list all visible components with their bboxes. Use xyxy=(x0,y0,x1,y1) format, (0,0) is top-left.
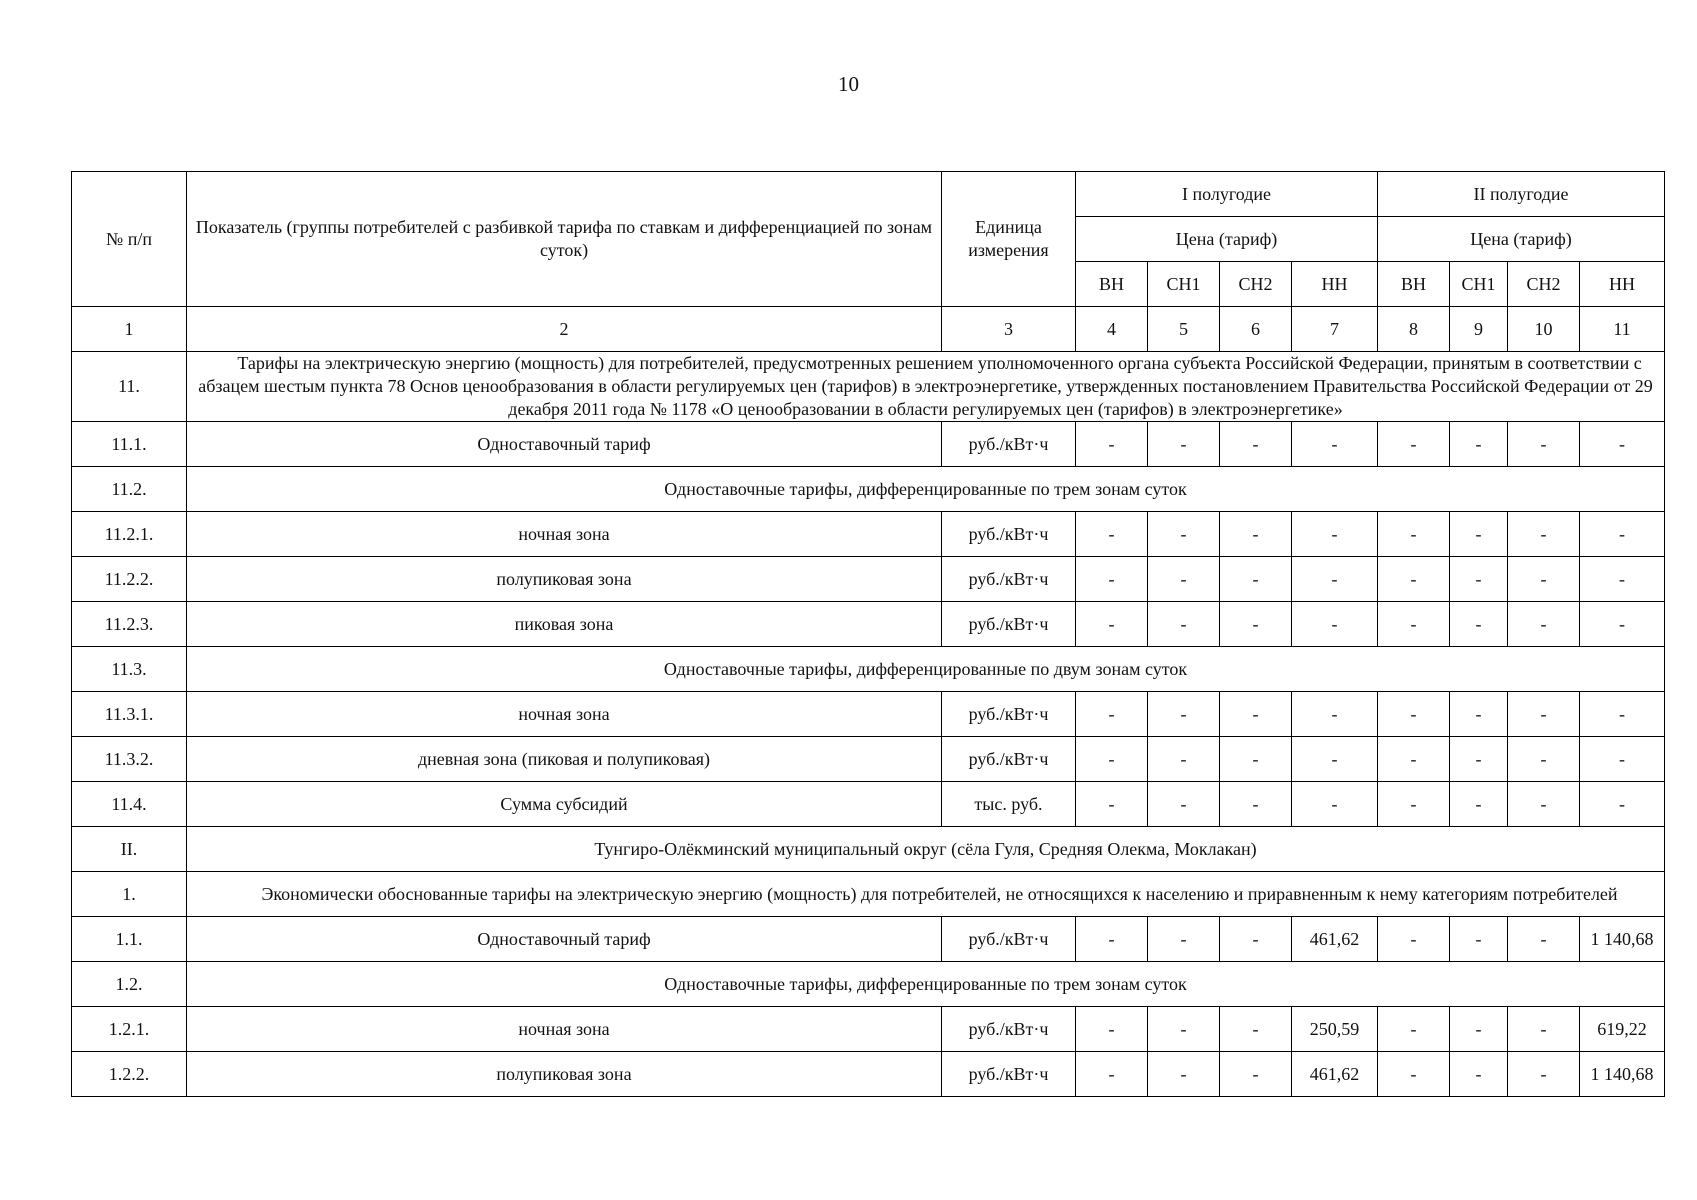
tariff-value: - xyxy=(1450,782,1508,827)
tariff-value: - xyxy=(1580,602,1665,647)
tariff-value: - xyxy=(1220,692,1292,737)
tariff-value: - xyxy=(1076,512,1148,557)
tariff-value: - xyxy=(1508,422,1580,467)
column-number: 5 xyxy=(1148,307,1220,352)
header-price-2: Цена (тариф) xyxy=(1378,217,1665,262)
tariff-value: - xyxy=(1220,602,1292,647)
row-unit: руб./кВт·ч xyxy=(942,1007,1076,1052)
tariff-value: - xyxy=(1450,1052,1508,1097)
row-indicator: ночная зона xyxy=(187,512,942,557)
row-indicator: Сумма субсидий xyxy=(187,782,942,827)
row-number: 11.3. xyxy=(72,647,187,692)
column-number: 1 xyxy=(72,307,187,352)
table-row xyxy=(72,647,1665,692)
header-level: НН xyxy=(1292,262,1378,307)
group-title: Одноставочные тарифы, дифференцированные по двум зонам суток xyxy=(187,647,1665,692)
table-row xyxy=(72,1052,1665,1097)
tariff-value: - xyxy=(1220,1052,1292,1097)
tariff-value: - xyxy=(1076,782,1148,827)
row-indicator: ночная зона xyxy=(187,1007,942,1052)
header-level: НН xyxy=(1580,262,1665,307)
column-number: 4 xyxy=(1076,307,1148,352)
tariff-value: - xyxy=(1148,782,1220,827)
row-unit: руб./кВт·ч xyxy=(942,737,1076,782)
tariff-value: - xyxy=(1508,1007,1580,1052)
tariff-value: - xyxy=(1076,557,1148,602)
row-number: 11.3.1. xyxy=(72,692,187,737)
header-no: № п/п xyxy=(72,172,187,307)
tariff-value: - xyxy=(1450,737,1508,782)
tariff-value: - xyxy=(1292,512,1378,557)
header-unit: Единица измерения xyxy=(942,172,1076,307)
tariff-value: - xyxy=(1292,422,1378,467)
tariff-value: 461,62 xyxy=(1292,917,1378,962)
tariff-value: - xyxy=(1148,422,1220,467)
row-number: 11.2.3. xyxy=(72,602,187,647)
row-indicator: полупиковая зона xyxy=(187,557,942,602)
column-number: 3 xyxy=(942,307,1076,352)
section-title: Тунгиро-Олёкминский муниципальный округ (сёла Гуля, Средняя Олекма, Моклакан) xyxy=(187,827,1665,872)
header-level: ВН xyxy=(1076,262,1148,307)
tariff-value: - xyxy=(1378,692,1450,737)
tariff-value: - xyxy=(1220,737,1292,782)
tariff-value: - xyxy=(1450,557,1508,602)
tariff-value: - xyxy=(1148,557,1220,602)
tariff-value: - xyxy=(1148,602,1220,647)
row-number: 11.4. xyxy=(72,782,187,827)
table-header xyxy=(72,172,1665,352)
tariff-value: - xyxy=(1450,692,1508,737)
tariff-value: - xyxy=(1580,557,1665,602)
row-unit: руб./кВт·ч xyxy=(942,512,1076,557)
table-row xyxy=(72,557,1665,602)
group-title: Одноставочные тарифы, дифференцированные по трем зонам суток xyxy=(187,467,1665,512)
row-number: 1. xyxy=(72,872,187,917)
row-indicator: дневная зона (пиковая и полупиковая) xyxy=(187,737,942,782)
row-unit: руб./кВт·ч xyxy=(942,602,1076,647)
tariff-value: - xyxy=(1220,917,1292,962)
tariff-value: - xyxy=(1220,512,1292,557)
table-row xyxy=(72,917,1665,962)
tariff-value: - xyxy=(1378,1052,1450,1097)
table-row xyxy=(72,467,1665,512)
header-level: СН1 xyxy=(1148,262,1220,307)
page-number: 10 xyxy=(838,72,859,96)
column-number: 6 xyxy=(1220,307,1292,352)
tariff-value: - xyxy=(1508,557,1580,602)
row-number: 1.2.2. xyxy=(72,1052,187,1097)
tariff-value: - xyxy=(1378,602,1450,647)
column-number: 2 xyxy=(187,307,942,352)
row-indicator: Одноставочный тариф xyxy=(187,917,942,962)
tariff-value: - xyxy=(1220,557,1292,602)
tariff-value: - xyxy=(1148,692,1220,737)
group-title: Тарифы на электрическую энергию (мощность) для потребителей, предусмотренных решением уполномоченного органа субъекта Российской Федерации, принятым в соответствии с абзацем шестым пункта 78 Основ ценообразования в области регулируемых цен (тарифов) в электроэнергетике, утвержденных постановлением Правительства Российской Федерации от 29 декабря 2011 года № 1178 «О ценообразовании в области регулируемых цен (тарифов) в электроэнергетике» xyxy=(187,352,1665,422)
table-row xyxy=(72,962,1665,1007)
tariff-value: - xyxy=(1508,602,1580,647)
tariff-value: - xyxy=(1378,737,1450,782)
tariff-value: - xyxy=(1076,917,1148,962)
table-body xyxy=(72,352,1665,1097)
header-price-1: Цена (тариф) xyxy=(1076,217,1378,262)
column-number: 7 xyxy=(1292,307,1378,352)
tariff-value: - xyxy=(1292,557,1378,602)
tariff-value: - xyxy=(1508,1052,1580,1097)
group-title: Одноставочные тарифы, дифференцированные по трем зонам суток xyxy=(187,962,1665,1007)
tariff-value: 1 140,68 xyxy=(1580,1052,1665,1097)
tariff-value: - xyxy=(1378,422,1450,467)
column-number: 10 xyxy=(1508,307,1580,352)
tariff-value: - xyxy=(1580,737,1665,782)
tariff-value: - xyxy=(1076,737,1148,782)
tariff-value: - xyxy=(1580,782,1665,827)
table-row xyxy=(72,422,1665,467)
table-row xyxy=(72,872,1665,917)
tariff-value: - xyxy=(1450,917,1508,962)
header-indicator: Показатель (группы потребителей с разбивкой тарифа по ставкам и дифференциацией по зонам суток) xyxy=(187,172,942,307)
header-half-2: II полугодие xyxy=(1378,172,1665,217)
tariff-value: - xyxy=(1580,512,1665,557)
tariff-value: - xyxy=(1508,737,1580,782)
tariff-value: - xyxy=(1508,512,1580,557)
tariff-value: - xyxy=(1148,512,1220,557)
row-number: 11.3.2. xyxy=(72,737,187,782)
tariff-table xyxy=(71,171,1665,1097)
tariff-value: - xyxy=(1148,917,1220,962)
tariff-value: - xyxy=(1292,602,1378,647)
tariff-value: - xyxy=(1148,737,1220,782)
tariff-value: - xyxy=(1292,737,1378,782)
tariff-value: - xyxy=(1076,692,1148,737)
column-number: 8 xyxy=(1378,307,1450,352)
table-row xyxy=(72,602,1665,647)
tariff-value: - xyxy=(1508,917,1580,962)
tariff-value: - xyxy=(1378,782,1450,827)
tariff-value: - xyxy=(1378,512,1450,557)
row-number: 1.1. xyxy=(72,917,187,962)
tariff-value: - xyxy=(1378,1007,1450,1052)
row-unit: руб./кВт·ч xyxy=(942,557,1076,602)
tariff-value: - xyxy=(1076,422,1148,467)
tariff-value: - xyxy=(1580,692,1665,737)
tariff-value: - xyxy=(1148,1007,1220,1052)
tariff-value: - xyxy=(1580,422,1665,467)
column-number: 11 xyxy=(1580,307,1665,352)
tariff-value: - xyxy=(1508,692,1580,737)
row-unit: руб./кВт·ч xyxy=(942,422,1076,467)
header-half-1: I полугодие xyxy=(1076,172,1378,217)
tariff-value: - xyxy=(1220,782,1292,827)
tariff-value: - xyxy=(1450,512,1508,557)
header-level: ВН xyxy=(1378,262,1450,307)
tariff-value: 250,59 xyxy=(1292,1007,1378,1052)
row-number: 11.2.1. xyxy=(72,512,187,557)
tariff-value: - xyxy=(1450,602,1508,647)
tariff-value: - xyxy=(1220,1007,1292,1052)
tariff-value: 1 140,68 xyxy=(1580,917,1665,962)
row-number: 11. xyxy=(72,352,187,422)
row-number: 11.1. xyxy=(72,422,187,467)
tariff-value: - xyxy=(1450,422,1508,467)
row-number: 11.2.2. xyxy=(72,557,187,602)
tariff-value: 619,22 xyxy=(1580,1007,1665,1052)
row-number: II. xyxy=(72,827,187,872)
tariff-value: - xyxy=(1508,782,1580,827)
tariff-value: - xyxy=(1292,692,1378,737)
row-number: 1.2.1. xyxy=(72,1007,187,1052)
row-unit: тыс. руб. xyxy=(942,782,1076,827)
row-unit: руб./кВт·ч xyxy=(942,692,1076,737)
group-title: Экономически обоснованные тарифы на электрическую энергию (мощность) для потребителей, не относящихся к населению и приравненным к нему категориям потребителей xyxy=(187,872,1665,917)
tariff-value: - xyxy=(1378,917,1450,962)
header-level: СН2 xyxy=(1508,262,1580,307)
row-indicator: пиковая зона xyxy=(187,602,942,647)
row-indicator: полупиковая зона xyxy=(187,1052,942,1097)
table-row xyxy=(72,692,1665,737)
table-row xyxy=(72,737,1665,782)
header-level: СН1 xyxy=(1450,262,1508,307)
tariff-value: - xyxy=(1450,1007,1508,1052)
header-level: СН2 xyxy=(1220,262,1292,307)
tariff-value: - xyxy=(1076,1052,1148,1097)
tariff-value: - xyxy=(1378,557,1450,602)
row-indicator: ночная зона xyxy=(187,692,942,737)
table-row xyxy=(72,782,1665,827)
tariff-value: 461,62 xyxy=(1292,1052,1378,1097)
table-row xyxy=(72,1007,1665,1052)
tariff-value: - xyxy=(1292,782,1378,827)
row-indicator: Одноставочный тариф xyxy=(187,422,942,467)
tariff-value: - xyxy=(1076,1007,1148,1052)
table-row xyxy=(72,352,1665,422)
tariff-value: - xyxy=(1148,1052,1220,1097)
tariff-value: - xyxy=(1076,602,1148,647)
row-unit: руб./кВт·ч xyxy=(942,1052,1076,1097)
row-number: 1.2. xyxy=(72,962,187,1007)
column-number: 9 xyxy=(1450,307,1508,352)
tariff-value: - xyxy=(1220,422,1292,467)
table-row xyxy=(72,512,1665,557)
row-number: 11.2. xyxy=(72,467,187,512)
table-row xyxy=(72,827,1665,872)
row-unit: руб./кВт·ч xyxy=(942,917,1076,962)
